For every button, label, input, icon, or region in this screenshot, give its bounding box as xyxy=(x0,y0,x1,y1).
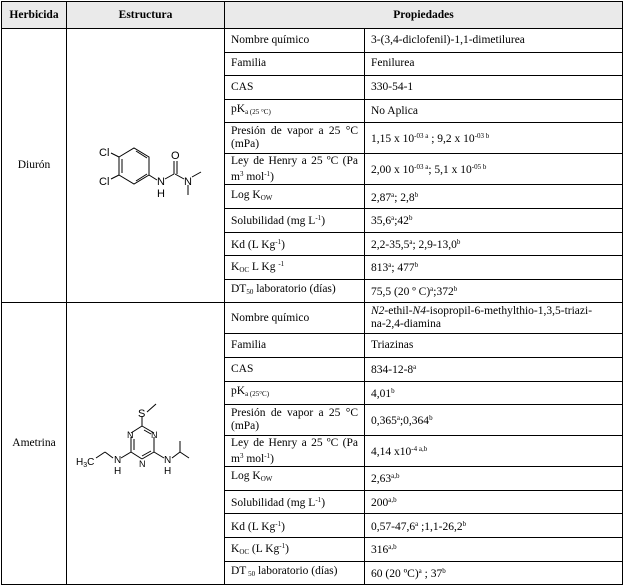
prop-value xyxy=(365,490,623,514)
value-part: 834-12-8 xyxy=(371,364,414,377)
prop-value: 3-(3,4-diclofenil)-1,1-dimetilurea xyxy=(365,29,623,53)
prop-value xyxy=(365,123,623,154)
value-sup: b xyxy=(462,519,467,528)
value-exp: -03 a xyxy=(414,132,429,141)
label-part: Kd (L Kg xyxy=(231,520,276,533)
value-part: 35,6 xyxy=(371,215,392,228)
label-line: (mPa) xyxy=(231,138,260,151)
label-sub: OC xyxy=(239,265,250,274)
label-sup: -1 xyxy=(279,541,286,550)
label-part: m xyxy=(231,452,240,465)
value-part: ; 37 xyxy=(421,567,443,580)
label-sup: 3 xyxy=(239,451,244,460)
label-main: DT xyxy=(231,564,247,577)
prop-label xyxy=(225,154,365,185)
diuron-h-amide: H xyxy=(156,187,165,200)
value-part: ;1,1-26,2 xyxy=(418,520,463,533)
label-part: ) xyxy=(281,520,285,533)
header-estructura: Estructura xyxy=(67,2,225,29)
label-sub: OW xyxy=(260,475,273,484)
prop-value xyxy=(365,561,623,585)
value-part: 316 xyxy=(371,544,389,557)
prop-label: Nombre químico xyxy=(225,303,365,334)
label-line: Ley de Henry a 25 ºC (Pa xyxy=(231,154,358,167)
label-main: Log K xyxy=(231,188,261,201)
label-part: Kd (L Kg xyxy=(231,238,276,251)
prop-value xyxy=(365,514,623,538)
prop-label: CAS xyxy=(225,357,365,381)
label-sup: -1 xyxy=(264,169,271,178)
label-sup: -1 xyxy=(315,496,322,505)
value-part: 4,14 x10 xyxy=(371,446,412,459)
value-sup: a,b xyxy=(391,472,400,481)
label-sup: -1 xyxy=(278,259,285,268)
value-sup: b xyxy=(391,386,395,395)
value-part: ; 2,9-13,0 xyxy=(412,238,457,251)
prop-label xyxy=(225,232,365,256)
label-main: pK xyxy=(231,103,246,116)
diuron-cl-upper: Cl xyxy=(98,146,109,159)
label-part: (L Kg xyxy=(249,542,280,555)
diuron-n-dimethyl: N xyxy=(183,175,192,188)
value-sup: b xyxy=(408,214,413,223)
ametrina-h3c: $H_3C$ xyxy=(75,456,94,469)
value-part: 1,15 x 10 xyxy=(371,133,415,146)
prop-value xyxy=(365,303,623,334)
label-part: ) xyxy=(285,542,289,555)
label-part: ) xyxy=(321,215,326,228)
label-main: Log K xyxy=(231,470,261,483)
prop-label xyxy=(225,514,365,538)
prop-label xyxy=(225,208,365,232)
value-sup: a xyxy=(409,237,413,246)
ametrina-h-right: H xyxy=(163,465,171,477)
diuron-structure xyxy=(67,29,225,303)
value-sup: b xyxy=(414,261,419,270)
ametrina-n-bottom: N xyxy=(138,458,145,469)
label-part: ) xyxy=(321,497,326,510)
value-part: 2,87 xyxy=(371,191,392,204)
prop-value xyxy=(365,405,623,436)
ametrina-n-h-right: N xyxy=(163,454,171,466)
prop-value xyxy=(365,208,623,232)
value-part: ;0,364 xyxy=(399,415,430,428)
value-part: 4,01 xyxy=(371,387,392,400)
label-part: laboratorio (días) xyxy=(253,283,336,296)
label-sub: a (25 °C) xyxy=(245,108,271,117)
prop-label xyxy=(225,123,365,154)
value-part: 0,365 xyxy=(371,415,397,428)
prop-value xyxy=(365,185,623,209)
table-row xyxy=(2,29,623,53)
label-sub: 50 xyxy=(246,288,254,297)
diuron-cl-lower: Cl xyxy=(98,175,109,188)
label-sup: -1 xyxy=(264,451,271,460)
prop-label xyxy=(225,561,365,585)
label-part: laboratorio (días) xyxy=(255,564,338,577)
value-part: 2,00 x 10 xyxy=(371,164,415,177)
label-line xyxy=(231,168,358,184)
value-sup: b xyxy=(442,566,446,575)
prop-label xyxy=(225,490,365,514)
prop-value xyxy=(365,537,623,561)
ametrina-structure xyxy=(67,303,225,585)
label-line: Presión de vapor a 25 °C xyxy=(231,407,358,420)
label-part: ) xyxy=(270,170,274,183)
prop-value xyxy=(365,256,623,280)
label-part: ) xyxy=(281,238,285,251)
label-main: K xyxy=(231,542,240,555)
prop-value: Fenilurea xyxy=(365,52,623,76)
header-herbicida: Herbicida xyxy=(2,2,67,29)
value-line: na-2,4-diamina xyxy=(371,318,441,331)
value-part: -isopropil-6-methylthio-1,3,5-triazi- xyxy=(425,305,593,318)
value-part: ;372 xyxy=(433,286,454,299)
value-part: ; 5,1 x 10 xyxy=(428,164,472,177)
value-part: 813 xyxy=(371,262,389,275)
ametrina-n-left: N xyxy=(126,429,133,440)
prop-value xyxy=(365,232,623,256)
value-part: ; 9,2 x 10 xyxy=(428,133,475,146)
value-sup: a xyxy=(418,566,422,575)
value-part: -ethil- xyxy=(384,305,413,318)
prop-value xyxy=(365,154,623,185)
value-sup: a xyxy=(415,519,419,528)
prop-label xyxy=(225,256,365,280)
prop-value xyxy=(365,357,623,381)
prop-value: Triazinas xyxy=(365,334,623,358)
value-italic: N4 xyxy=(412,305,426,318)
label-part: Solubilidad (mg L xyxy=(231,497,316,510)
prop-label xyxy=(225,279,365,303)
herbicide-name-diuron: Diurón xyxy=(2,29,67,303)
value-sup: b xyxy=(453,285,458,294)
value-sup: a xyxy=(413,363,417,372)
label-main: K xyxy=(231,260,240,273)
herbicide-name-ametrina: Ametrina xyxy=(2,303,67,585)
ametrina-h-left: H xyxy=(113,465,121,477)
label-sub: OW xyxy=(260,193,273,202)
value-part: 60 (20 ºC) xyxy=(371,567,419,580)
value-exp: -4 a,b xyxy=(411,445,428,454)
value-exp: -03 b xyxy=(474,132,490,141)
label-part: mol xyxy=(243,452,265,465)
prop-label xyxy=(225,537,365,561)
value-sup: a xyxy=(396,414,400,423)
value-sup: b xyxy=(429,414,433,423)
label-sup: -1 xyxy=(315,214,322,223)
value-part: 0,57-47,6 xyxy=(371,520,416,533)
label-part: ) xyxy=(270,452,274,465)
diuron-o: O xyxy=(170,149,180,162)
label-line: (mPa) xyxy=(231,420,260,433)
label-main: pK xyxy=(231,384,246,397)
header-row xyxy=(2,2,623,29)
label-part: L Kg xyxy=(249,260,279,273)
value-part: 2,2-35,5 xyxy=(371,238,410,251)
value-line xyxy=(371,305,616,318)
label-main: DT xyxy=(231,283,247,296)
diuron-n-amide: N xyxy=(156,175,165,188)
value-exp: -03 a xyxy=(414,163,429,172)
prop-value: 330-54-1 xyxy=(365,76,623,100)
prop-value xyxy=(365,436,623,467)
label-sub: OC xyxy=(239,547,250,556)
value-sup: a xyxy=(430,285,434,294)
label-part: Solubilidad (mg L xyxy=(231,215,316,228)
value-sup: b xyxy=(414,190,419,199)
ametrina-n-h-left: N xyxy=(113,454,121,466)
prop-label xyxy=(225,436,365,467)
label-part: m xyxy=(231,170,240,183)
prop-value xyxy=(365,467,623,491)
prop-label xyxy=(225,99,365,123)
prop-label: Familia xyxy=(225,52,365,76)
prop-value xyxy=(365,279,623,303)
value-part: 75,5 (20 º C) xyxy=(371,286,431,299)
prop-label: Familia xyxy=(225,334,365,358)
label-line: Presión de vapor a 25 °C xyxy=(231,125,358,138)
ametrina-s: S xyxy=(137,407,145,420)
prop-label xyxy=(225,185,365,209)
label-line xyxy=(231,450,358,466)
value-sup: a xyxy=(391,190,395,199)
label-sub: 50 xyxy=(246,569,256,578)
prop-value xyxy=(365,381,623,405)
diuron-molecule-image xyxy=(71,109,221,219)
label-part: mol xyxy=(243,170,265,183)
value-part: ; 477 xyxy=(391,262,415,275)
prop-label: CAS xyxy=(225,76,365,100)
prop-label xyxy=(225,405,365,436)
table-row xyxy=(2,303,623,334)
value-sup: b xyxy=(456,237,461,246)
prop-label xyxy=(225,467,365,491)
ametrina-molecule-image xyxy=(71,382,221,502)
value-part: 2,63 xyxy=(371,473,392,486)
value-exp: -05 b xyxy=(471,163,487,172)
prop-label: Nombre químico xyxy=(225,29,365,53)
label-sup: -1 xyxy=(275,519,282,528)
value-sup: a,b xyxy=(388,496,397,505)
herbicide-properties-table xyxy=(1,1,623,585)
label-sub: a (25°C) xyxy=(245,389,270,398)
header-propiedades: Propiedades xyxy=(225,2,623,29)
label-sup: -1 xyxy=(275,237,282,246)
value-sup: a xyxy=(391,214,395,223)
value-part: ;42 xyxy=(394,215,409,228)
prop-value: No Aplica xyxy=(365,99,623,123)
value-sup: a,b xyxy=(388,543,397,552)
value-part: 200 xyxy=(371,497,389,510)
value-italic: N2 xyxy=(371,305,385,318)
prop-label xyxy=(225,381,365,405)
ametrina-n-top: N xyxy=(150,429,157,440)
value-part: ; 2,8 xyxy=(394,191,415,204)
value-sup: a xyxy=(388,261,392,270)
label-sup: 3 xyxy=(239,169,244,178)
label-line: Ley de Henry a 25 ºC (Pa xyxy=(231,436,358,449)
